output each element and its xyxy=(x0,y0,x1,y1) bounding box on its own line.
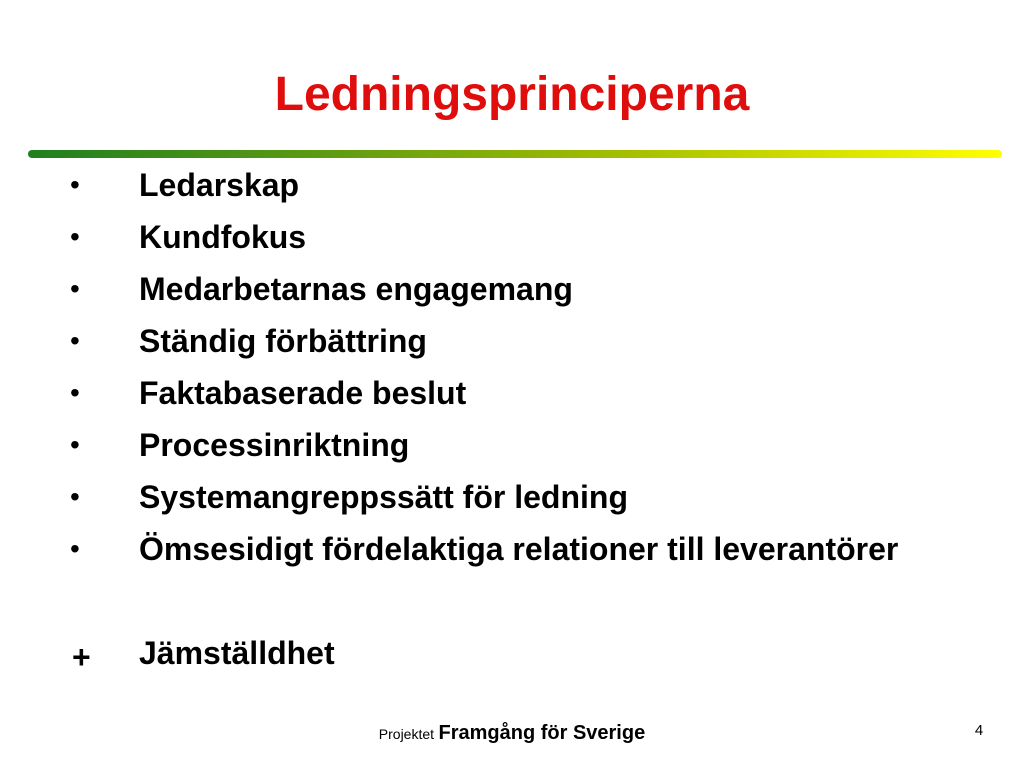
bullet-list xyxy=(0,161,1024,681)
bullet-item-faktabaserade-beslut xyxy=(0,369,1024,421)
bullet-marker-icon: • xyxy=(70,533,80,564)
bullet-text: Processinriktning xyxy=(139,427,410,463)
bullet-text: Faktabaserade beslut xyxy=(139,375,467,411)
bullet-item-ledarskap xyxy=(0,161,1024,213)
bullet-text: Kundfokus xyxy=(139,219,307,255)
bullet-text: Systemangreppssätt för ledning xyxy=(139,479,628,515)
bullet-item-omsesidigt-fordelaktiga-relationer xyxy=(0,525,1024,629)
plus-marker-icon: + xyxy=(72,639,91,675)
bullet-text: Ledarskap xyxy=(139,167,300,203)
bullet-marker-icon: • xyxy=(70,169,80,200)
bullet-marker-icon: • xyxy=(70,481,80,512)
bullet-marker-icon: • xyxy=(70,325,80,356)
footer-project-name: Framgång för Sverige xyxy=(438,722,646,744)
bullet-item-systemangreppssatt xyxy=(0,473,1024,525)
slide-title: Ledningsprinciperna xyxy=(274,68,750,121)
title-divider-line xyxy=(28,150,1002,158)
bullet-marker-icon: • xyxy=(70,429,80,460)
page-number: 4 xyxy=(974,722,984,739)
footer-prefix: Projektet xyxy=(378,726,435,742)
bullet-text: Jämställdhet xyxy=(139,635,335,671)
bullet-item-kundfokus xyxy=(0,213,1024,265)
bullet-item-processinriktning xyxy=(0,421,1024,473)
bullet-item-jamstalldhet xyxy=(0,629,1024,681)
bullet-marker-icon: • xyxy=(70,221,80,252)
footer xyxy=(0,722,1024,745)
bullet-marker-icon: • xyxy=(70,377,80,408)
bullet-text: Medarbetarnas engagemang xyxy=(139,271,573,307)
bullet-item-standig-forbattring xyxy=(0,317,1024,369)
bullet-text: Ständig förbättring xyxy=(139,323,427,359)
bullet-marker-icon: • xyxy=(70,273,80,304)
bullet-item-medarbetarnas-engagemang xyxy=(0,265,1024,317)
bullet-text: Ömsesidigt fördelaktiga relationer till leverantörer xyxy=(139,531,899,567)
